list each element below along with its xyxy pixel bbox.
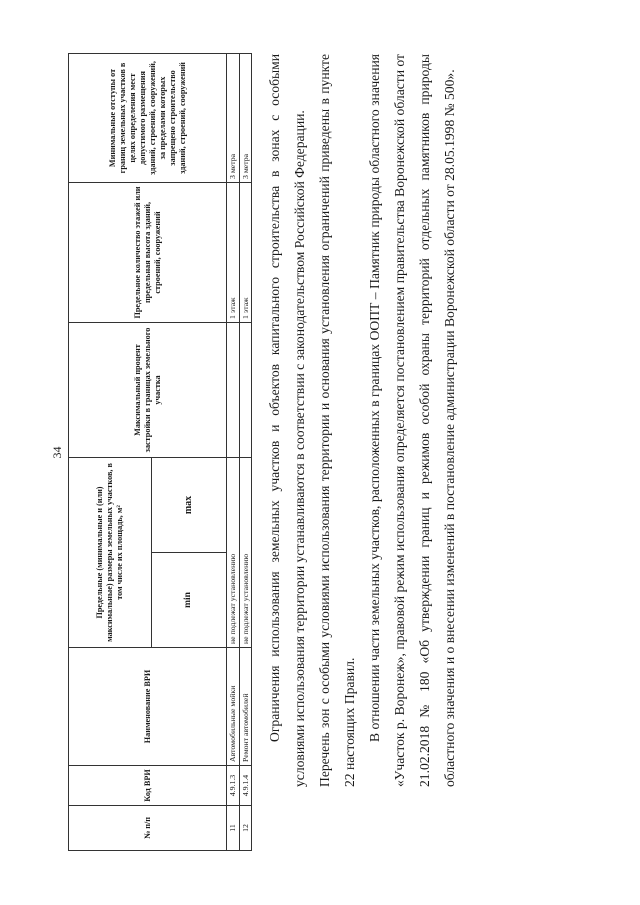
row-code: 4.9.1.3 bbox=[227, 766, 240, 806]
body-text bbox=[262, 54, 462, 787]
row-num: 12 bbox=[239, 806, 252, 851]
row-percent bbox=[227, 323, 240, 458]
row-size: не подлежат установлению bbox=[227, 458, 240, 648]
paragraph-zone-list: Перечень зон с особыми условиями использования территории и основания установления ограничений приведены в пункте 22 настоящих Правил. bbox=[317, 54, 357, 787]
row-name: Автомобильные мойки bbox=[227, 648, 240, 766]
regulations-table bbox=[68, 53, 252, 851]
row-floors: 1 этаж bbox=[227, 183, 240, 323]
header-percent: Максимальный процент застройки в границах земельного участка bbox=[69, 323, 227, 458]
header-size: Предельные (минимальные и (или) максимальные) размеры земельных участков, в том числе их площадь, м² bbox=[69, 458, 152, 648]
header-max: max bbox=[152, 458, 227, 553]
row-percent bbox=[239, 323, 252, 458]
paragraph-protected-area: В отношении части земельных участков, расположенных в границах ООПТ – Памятник природы областного значения «Участок р. Воронеж», правовой режим использования определяется постановлением правительства Воронежской области от 21.02.2018 № 180 «Об утверждении границ и режимов особой охраны территорий отдельных памятников природы областного значения и о внесении изменений в постановление администрации Воронежской области от 28.05.1998 № 500». bbox=[367, 54, 457, 787]
row-code: 4.9.1.4 bbox=[239, 766, 252, 806]
row-num: 11 bbox=[227, 806, 240, 851]
page-number: 34 bbox=[50, 446, 64, 459]
row-floors: 1 этаж bbox=[239, 183, 252, 323]
header-min: min bbox=[152, 553, 227, 648]
row-setback: 3 метра bbox=[239, 54, 252, 183]
header-code: Код ВРИ bbox=[69, 766, 227, 806]
row-size: не подлежат установлению bbox=[239, 458, 252, 648]
table-row bbox=[239, 54, 252, 851]
table-row bbox=[227, 54, 240, 851]
header-floors: Предельное количество этажей или предельная высота зданий, строений, сооружений bbox=[69, 183, 227, 323]
row-name: Ремонт автомобилей bbox=[239, 648, 252, 766]
paragraph-restrictions: Ограничения использования земельных участков и объектов капитального строительства в зонах с особыми условиями использования территории устанавливаются в соответствии с законодательством Российской Федерации. bbox=[267, 54, 307, 787]
header-setback: Минимальные отступы от границ земельных участков в целях определения мест допустимого размещения зданий, строений, сооружений, за пределами которых запрещено строительство зданий, строений, сооружений bbox=[69, 54, 227, 183]
row-setback: 3 метра bbox=[227, 54, 240, 183]
header-num: № п/п bbox=[69, 806, 227, 851]
header-name: Наименование ВРИ bbox=[69, 648, 227, 766]
